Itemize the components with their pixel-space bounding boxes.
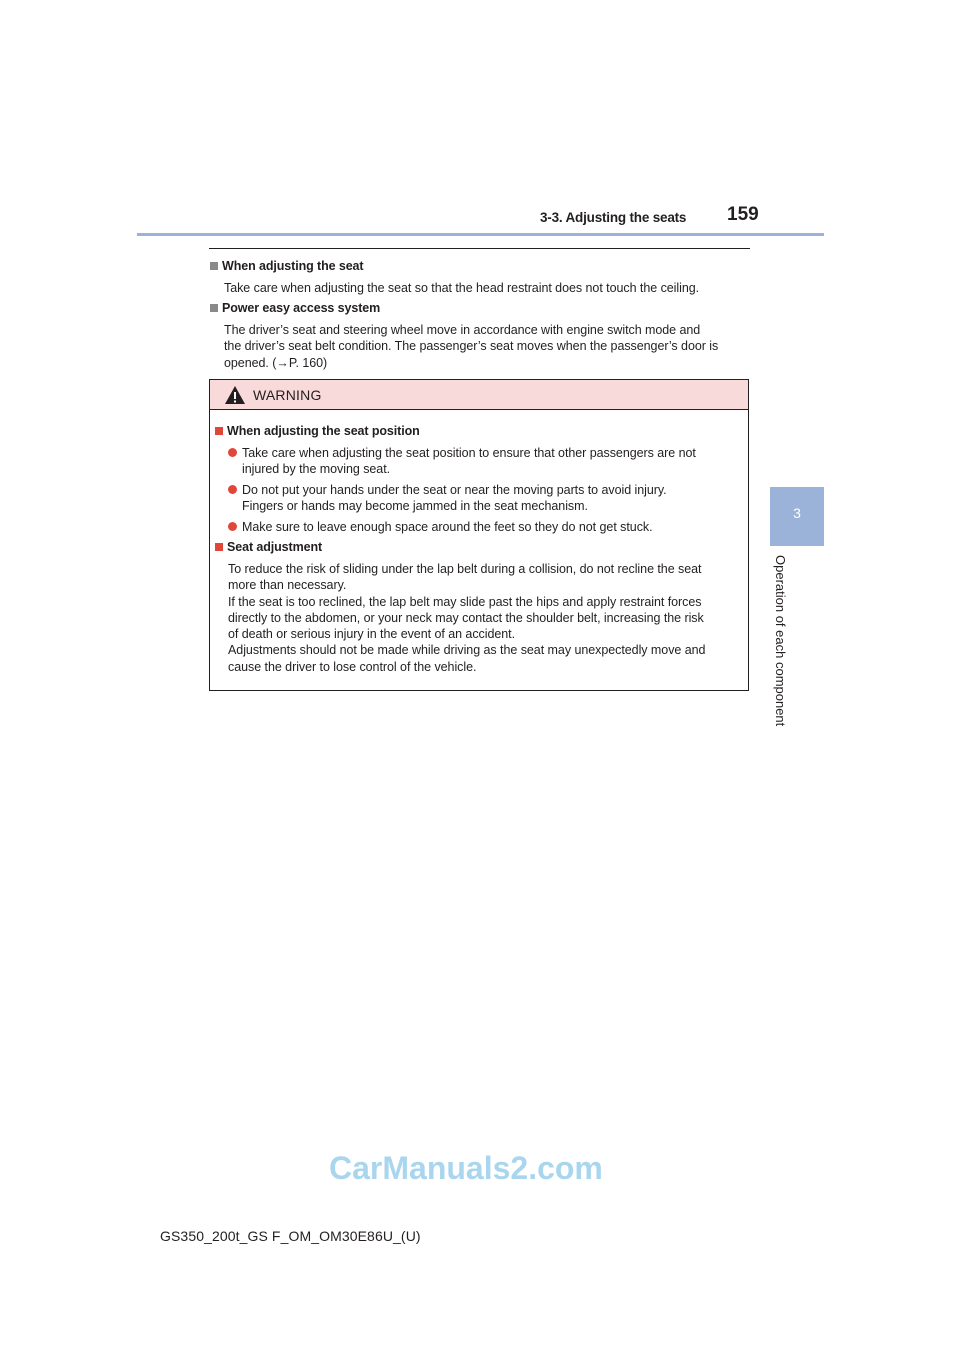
content-rule bbox=[209, 248, 750, 249]
chapter-title bbox=[772, 555, 792, 755]
round-bullet-icon bbox=[228, 522, 237, 531]
note-body: The driver’s seat and steering wheel move in accordance with engine switch mode and the driver’s seat belt condition. The passenger’s seat moves when the passenger’s door is opened. (→P. 160) bbox=[224, 323, 719, 370]
round-bullet-icon bbox=[228, 485, 237, 494]
warning-triangle-icon bbox=[224, 385, 246, 405]
warning-label: WARNING bbox=[253, 387, 322, 403]
note-heading: Power easy access system bbox=[210, 301, 380, 315]
note-heading: When adjusting the seat bbox=[210, 259, 363, 273]
square-bullet-icon bbox=[210, 262, 218, 270]
warning-section-heading: Seat adjustment bbox=[215, 540, 322, 554]
watermark: CarManuals2.com bbox=[329, 1150, 603, 1186]
round-bullet-icon bbox=[228, 448, 237, 457]
square-bullet-icon bbox=[215, 427, 223, 435]
square-bullet-icon bbox=[215, 543, 223, 551]
warning-body: To reduce the risk of sliding under the lap belt during a collision, do not recline the seat more than necessary. If the seat is too reclined, the lap belt may slide past the hips and apply restraint forces directly to the abdomen, or your neck may contact the shoulder belt, increasing the risk of death or serious injury in the event of an accident. Adjustments should not be made while driving as the seat may unexpectedly move and cause the driver to lose control of the vehicle. bbox=[228, 562, 706, 674]
header-rule bbox=[137, 233, 824, 236]
warning-bullet: Make sure to leave enough space around the feet so they do not get stuck. bbox=[228, 519, 748, 535]
section-title: 3-3. Adjusting the seats bbox=[540, 210, 687, 225]
note-body: Take care when adjusting the seat so that the head restraint does not touch the ceiling. bbox=[224, 281, 700, 295]
warning-bullet: Do not put your hands under the seat or near the moving parts to avoid injury. Fingers or hands may become jammed in the seat mechanism. bbox=[228, 482, 748, 515]
square-bullet-icon bbox=[210, 304, 218, 312]
page-number: 159 bbox=[727, 204, 759, 225]
warning-section-heading: When adjusting the seat position bbox=[215, 424, 420, 438]
chapter-title-text: Operation of each component bbox=[773, 555, 788, 727]
warning-bullet: Take care when adjusting the seat position to ensure that other passengers are not injured by the moving seat. bbox=[228, 445, 748, 478]
manual-code: GS350_200t_GS F_OM_OM30E86U_(U) bbox=[160, 1228, 421, 1244]
chapter-number: 3 bbox=[793, 505, 801, 521]
